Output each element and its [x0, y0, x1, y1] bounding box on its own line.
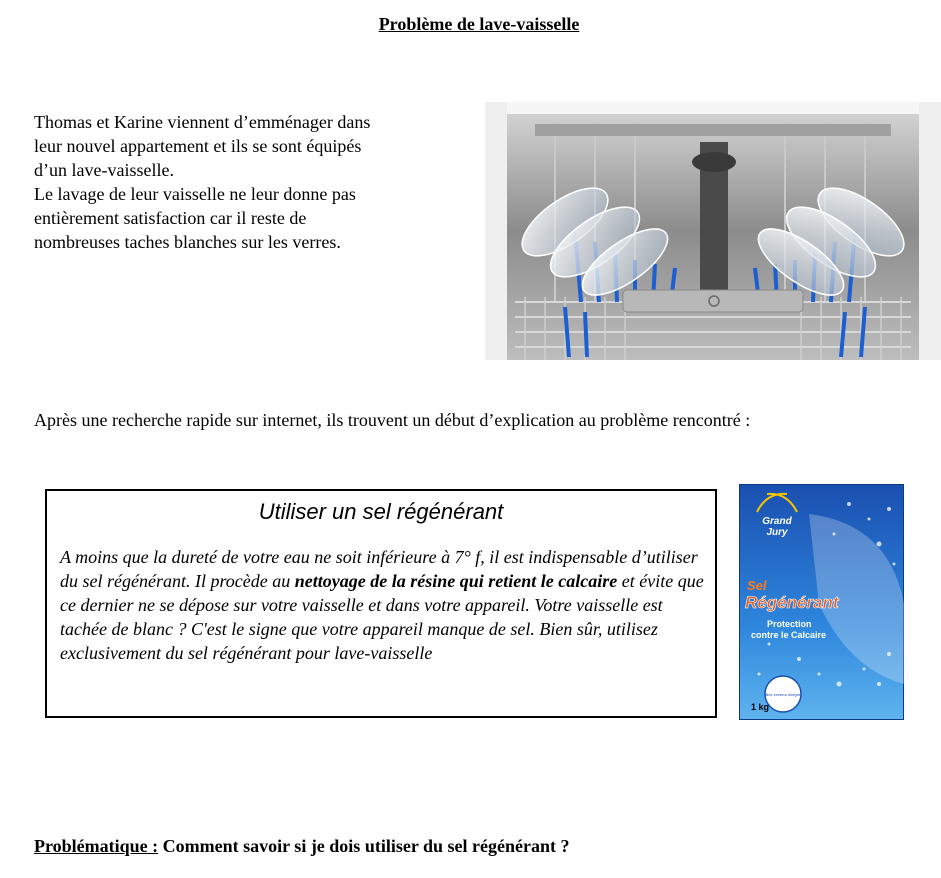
package-weight: 1 kg: [751, 702, 770, 712]
intro-line: leur nouvel appartement et ils se sont équipés: [34, 136, 362, 156]
info-text-part: A moins que la dureté de votre eau ne soit inférieure à 7° f, il est indispensable d’utiliser du sel régénérant. Il procède au: [60, 547, 698, 591]
brand-line1: Grand: [762, 516, 792, 527]
info-text-part: et évite que ce dernier ne se dépose sur votre vaisselle et dans votre appareil. Votre vaisselle est tachée de blanc ? C'est le signe que votre appareil manque de sel. Bien sûr, utilisez exclusivement du sel régénérant pour lave-vaisselle: [60, 571, 704, 663]
info-box-title: Utiliser un sel régénérant: [258, 499, 504, 524]
intro-line: Le lavage de leur vaisselle ne leur donne pas: [34, 184, 356, 204]
dishwasher-image: [485, 102, 941, 360]
info-box-text: [60, 545, 705, 665]
info-box: [45, 489, 717, 718]
protection-line2: contre le Calcaire: [751, 630, 827, 640]
intro-line: Thomas et Karine viennent d’emménager dans: [34, 112, 371, 132]
intro-line: d’un lave-vaisselle.: [34, 160, 174, 180]
intro-paragraph: [34, 110, 454, 254]
research-sentence: Après une recherche rapide sur internet, ils trouvent un début d’explication au problème rencontré :: [34, 410, 751, 430]
intro-line: nombreuses taches blanches sur les verres.: [34, 232, 341, 252]
brand-line2: Jury: [766, 527, 788, 538]
problem-statement: [34, 836, 569, 857]
intro-line: entièrement satisfaction car il reste de: [34, 208, 307, 228]
protection-line1: Protection: [767, 619, 812, 629]
info-text-bold: nettoyage de la résine qui retient le calcaire: [294, 571, 618, 591]
page-title: Problème de lave-vaisselle: [378, 14, 580, 34]
problem-text: Comment savoir si je dois utiliser du sel régénérant ?: [158, 836, 570, 856]
salt-package-image: [739, 484, 904, 720]
problem-label: Problématique :: [34, 836, 159, 856]
product-line1: Sel: [747, 578, 767, 593]
badge-text: Bec verseur intégré: [765, 692, 801, 697]
product-line2: Régénérant: [745, 593, 839, 612]
